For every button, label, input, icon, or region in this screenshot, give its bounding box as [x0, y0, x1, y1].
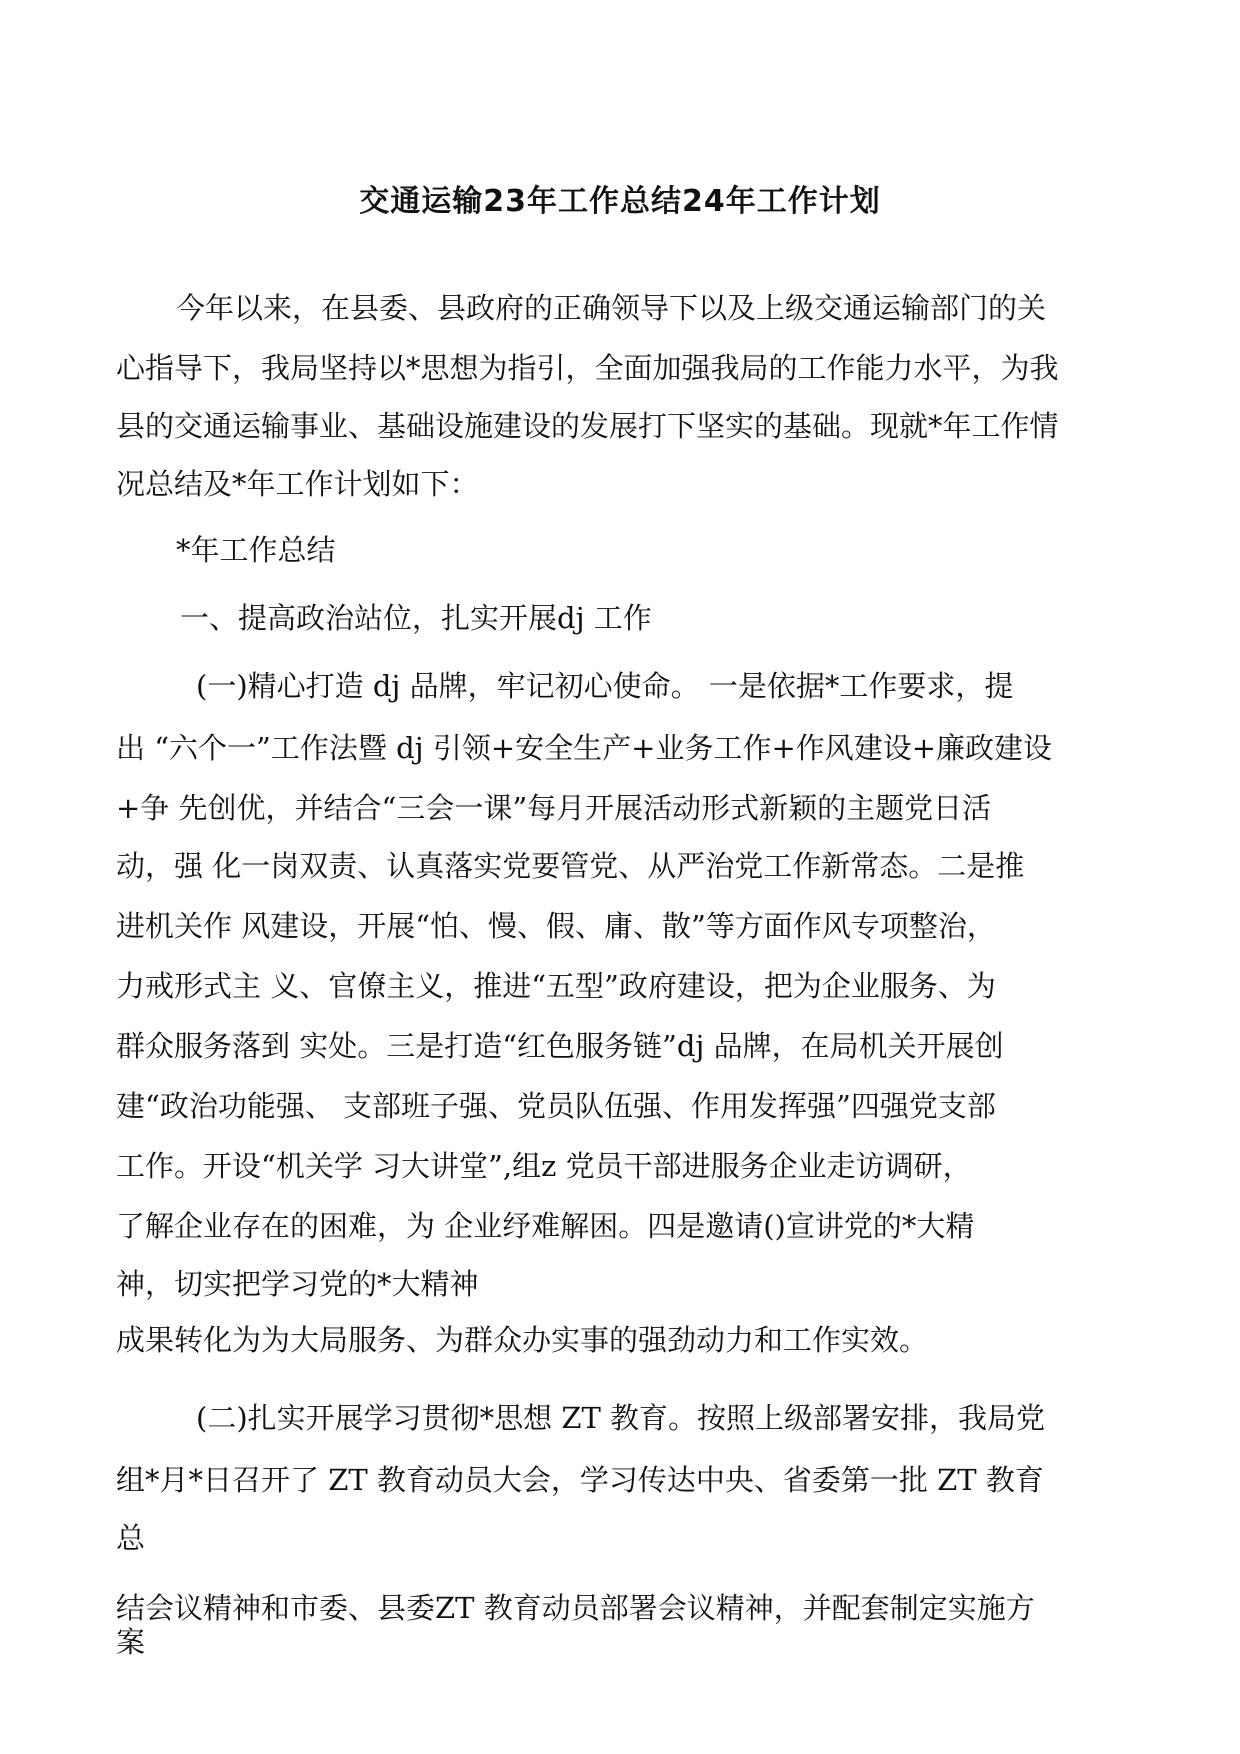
paragraph-line: 况总结及*年工作计划如下：	[116, 467, 479, 501]
paragraph-line: 出 “六个一”工作法暨 dj 引领+安全生产+业务工作+作风建设+廉政建设	[116, 731, 1053, 765]
paragraph-line: 今年以来，在县委、县政府的正确领导下以及上级交通运输部门的关	[176, 291, 1047, 325]
paragraph-line: (二)扎实开展学习贯彻*思想 ZT 教育。按照上级部署安排，我局党	[196, 1401, 1046, 1435]
section-heading: *年工作总结	[176, 533, 336, 567]
paragraph-line: 心指导下，我局坚持以*思想为指引，全面加强我局的工作能力水平，为我	[116, 351, 1059, 385]
paragraph-line: 总	[116, 1521, 146, 1555]
paragraph-line: 成果转化为为大局服务、为群众办实事的强劲动力和工作实效。	[116, 1323, 929, 1357]
paragraph-line: (一)精心打造 dj 品牌，牢记初心使命。 一是依据*工作要求，提	[196, 669, 1014, 703]
paragraph-line: 力戒形式主 义、官僚主义，推进“五型”政府建设，把为企业服务、为	[116, 969, 996, 1003]
paragraph-line: 案	[116, 1625, 146, 1659]
paragraph-line: 动，强 化一岗双责、认真落实党要管党、从严治党工作新常态。二是推	[116, 849, 1025, 883]
paragraph-line: 工作。开设“机关学 习大讲堂”,组z 党员干部进服务企业走访调研，	[116, 1149, 972, 1183]
paragraph-line: +争 先创优，并结合“三会一课”每月开展活动形式新颖的主题党日活	[116, 791, 992, 825]
paragraph-line: 组*月*日召开了 ZT 教育动员大会，学习传达中央、省委第一批 ZT 教育	[116, 1463, 1044, 1497]
document-title: 交通运输23年工作总结24年工作计划	[359, 184, 881, 219]
paragraph-line: 群众服务落到 实处。三是打造“红色服务链”dj 品牌，在局机关开展创	[116, 1029, 1004, 1063]
paragraph-line: 结会议精神和市委、县委ZT 教育动员部署会议精神，并配套制定实施方	[116, 1591, 1035, 1625]
paragraph-line: 县的交通运输事业、基础设施建设的发展打下坚实的基础。现就*年工作情	[116, 409, 1059, 443]
section-heading: 一、提高政治站位，扎实开展dj 工作	[180, 601, 652, 635]
paragraph-line: 了解企业存在的困难，为 企业纾难解困。四是邀请()宣讲党的*大精	[116, 1209, 975, 1243]
paragraph-line: 建“政治功能强、 支部班子强、党员队伍强、作用发挥强”四强党支部	[116, 1089, 996, 1123]
paragraph-line: 神，切实把学习党的*大精神	[116, 1267, 479, 1301]
paragraph-line: 进机关作 风建设，开展“怕、慢、假、庸、散”等方面作风专项整治，	[116, 909, 996, 943]
